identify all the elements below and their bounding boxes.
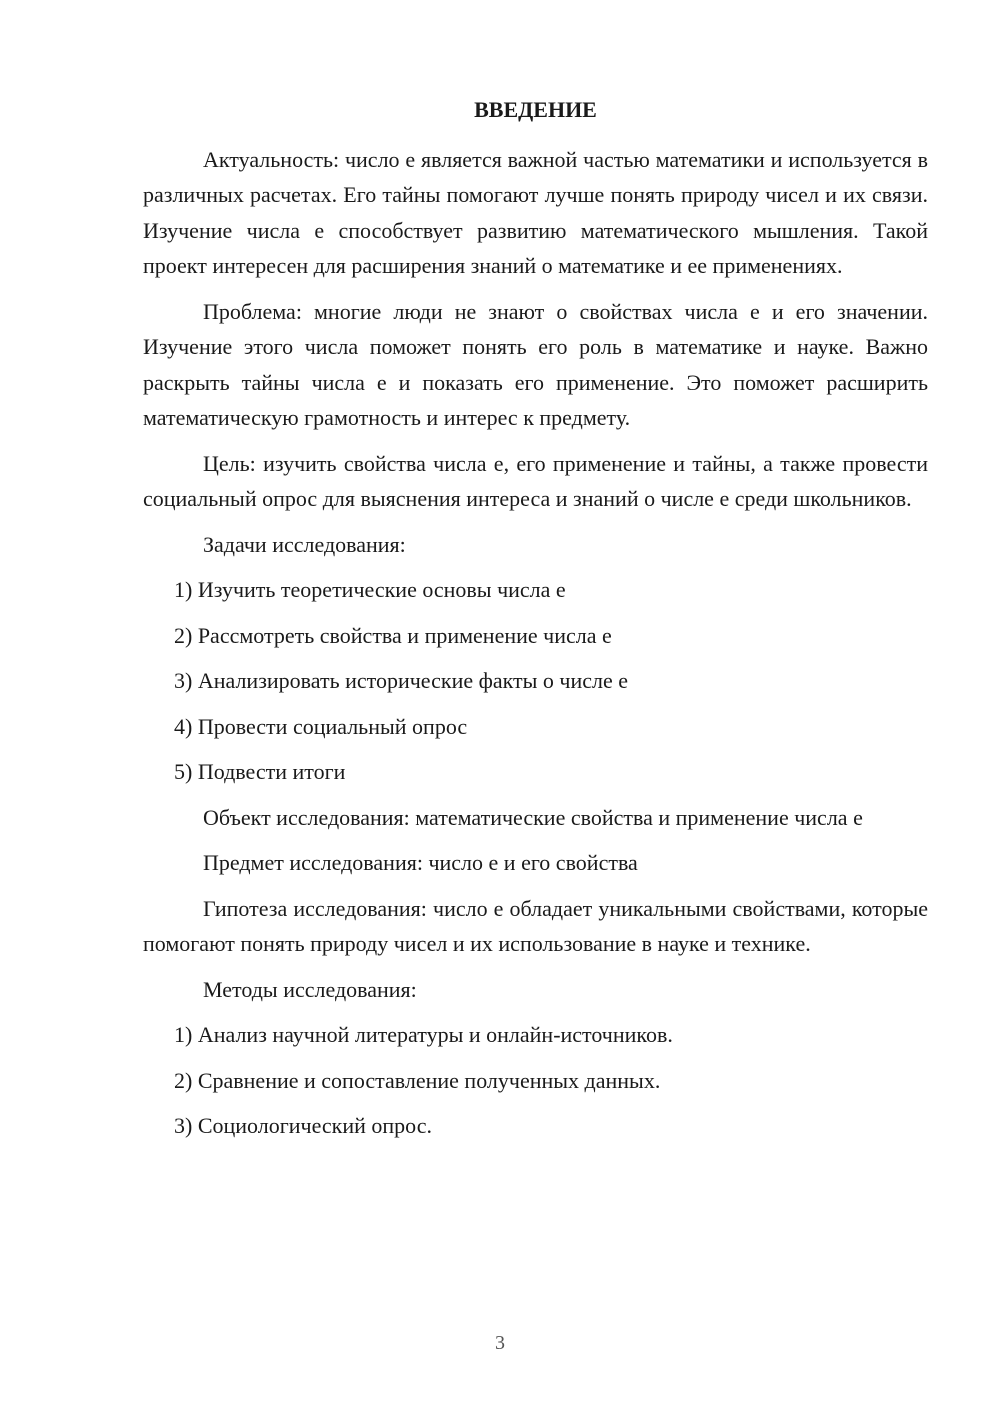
method-item: 3) Социологический опрос. bbox=[174, 1113, 432, 1138]
methods-heading: Методы исследования: bbox=[203, 976, 417, 1002]
page-number: 3 bbox=[495, 1332, 505, 1354]
task-item: 4) Провести социальный опрос bbox=[174, 713, 468, 739]
task-item: 5) Подвести итоги bbox=[174, 759, 346, 784]
object-paragraph: Объект исследования: математические свойства и применение числа е bbox=[203, 804, 863, 830]
page-title: ВВЕДЕНИЕ bbox=[474, 97, 597, 122]
task-item: 1) Изучить теоретические основы числа е bbox=[174, 577, 566, 602]
problem-paragraph: Проблема: многие люди не знают о свойствах числа е и его значении. Изучение этого числа поможет понять его роль в математике и науке. Важно раскрыть тайны числа е и показать его применение. Это поможет расширить математическую грамотность и интерес к предмету. bbox=[143, 298, 928, 430]
tasks-heading: Задачи исследования: bbox=[203, 531, 406, 557]
task-item: 2) Рассмотреть свойства и применение числа е bbox=[174, 622, 612, 648]
goal-paragraph: Цель: изучить свойства числа е, его применение и тайны, а также провести социальный опрос для выяснения интереса и знаний о числе е среди школьников. bbox=[143, 450, 928, 511]
task-item: 3) Анализировать исторические факты о числе е bbox=[174, 668, 629, 693]
method-item: 1) Анализ научной литературы и онлайн-источников. bbox=[174, 1022, 673, 1047]
hypothesis-paragraph: Гипотеза исследования: число е обладает уникальными свойствами, которые помогают понять природу чисел и их использование в науке и технике. bbox=[143, 895, 928, 956]
method-item: 2) Сравнение и сопоставление полученных данных. bbox=[174, 1067, 661, 1093]
page-content bbox=[143, 92, 928, 1154]
subject-paragraph: Предмет исследования: число е и его свойства bbox=[203, 850, 638, 875]
relevance-paragraph: Актуальность: число е является важной частью математики и используется в различных расчетах. Его тайны помогают лучше понять природу чисел и их связи. Изучение числа е способствует развитию математического мышления. Такой проект интересен для расширения знаний о математике и ее применениях. bbox=[143, 146, 928, 278]
